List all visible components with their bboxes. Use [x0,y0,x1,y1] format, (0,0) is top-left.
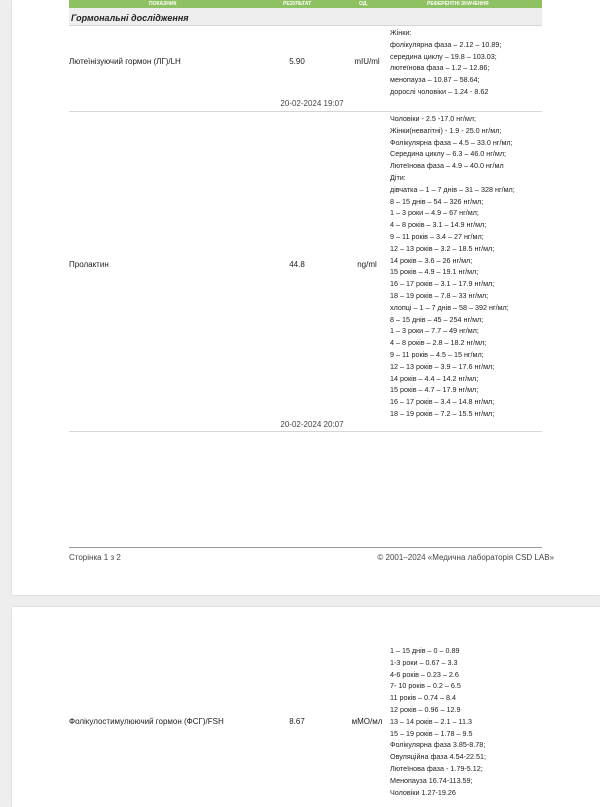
ref-line: 12 – 13 років – 3.9 – 17.6 нг/мл; [390,361,495,371]
test-result-fsh: 8.67 [289,717,305,726]
test-refs-prolactin [390,113,540,420]
ref-line: 4 – 8 років – 2.8 – 18.2 нг/мл; [390,338,487,348]
test-date-prolactin: 20-02-2024 20:07 [280,420,344,429]
test-result-lh: 5.90 [289,57,305,66]
ref-line: 18 – 19 років – 7.8 – 33 нг/мл; [390,290,489,300]
test-name-fsh: Фолікулостимулюючий гормон (ФСГ)/FSH [69,717,224,726]
ref-line: Фолікулярна фаза – 4.5 – 33.0 нг/мл; [390,137,513,147]
footer-divider [69,547,542,548]
ref-line: 15 – 19 років – 1.78 – 9.5 [390,728,473,738]
section-row [69,8,542,26]
ref-line: 16 – 17 років – 3.4 – 14.8 нг/мл; [390,397,495,407]
ref-line: хлопці – 1 – 7 днів – 58 – 392 нг/мл; [390,302,509,312]
ref-line: 1 – 3 роки – 7.7 – 49 нг/мл; [390,326,479,336]
test-name-lh: Лютеїнізуючий гормон (ЛГ)/LH [69,57,181,66]
test-result-prolactin: 44.8 [289,260,305,269]
ref-line: Овуляційна фаза 4.54-22.51; [390,752,486,762]
ref-line: 14 років – 3.6 – 26 нг/мл; [390,255,473,265]
test-date-lh: 20-02-2024 19:07 [280,99,344,108]
section-title: Гормональні дослідження [71,13,189,23]
test-unit-prolactin: ng/ml [357,260,377,269]
ref-line: 8 – 15 днів – 54 – 326 нг/мл; [390,196,484,206]
ref-line: лютеїнова фаза – 1.2 – 12.86; [390,63,490,73]
row-divider [69,431,542,432]
copyright: © 2001–2024 «Медична лабораторія CSD LAB» [377,553,554,562]
ref-line: 1 – 15 днів – 0 – 0.89 [390,646,460,655]
ref-line: Жінки: [390,28,412,37]
header-name: ПОКАЗНИК [149,1,177,7]
row-divider [69,111,542,112]
ref-line: 14 років – 4.4 – 14.2 нг/мл; [390,373,479,383]
ref-line: Менопауза 16.74-113.59; [390,775,473,785]
header-result: РЕЗУЛЬТАТ [283,1,312,7]
ref-line: 1 – 3 роки – 4.9 – 67 нг/мл; [390,208,479,218]
ref-line: дорослі чоловіки – 1.24 - 8.62 [390,86,489,96]
ref-line: менопауза – 10.87 – 58.64; [390,75,480,85]
ref-line: 4 – 8 років – 3.1 – 14.9 нг/мл; [390,220,487,230]
header-unit: ОД. [359,1,368,7]
page-number: Сторінка 1 з 2 [69,553,121,562]
ref-line: 13 – 14 років – 2.1 – 11.3 [390,716,472,726]
ref-line: 12 років – 0.96 – 12.9 [390,704,461,714]
ref-line: Лютеїнова фаза - 1.79-5.12; [390,763,483,773]
ref-line: 4-6 років – 0.23 – 2.6 [390,669,459,679]
report-page-2 [12,607,600,807]
ref-line: 15 років – 4.7 – 17.9 нг/мл; [390,385,479,395]
ref-line: 9 – 11 років – 3.4 – 27 нг/мл; [390,231,484,241]
ref-line: 12 – 13 років – 3.2 – 18.5 нг/мл; [390,243,495,253]
test-refs-lh [390,27,540,98]
ref-line: Діти: [390,172,406,182]
ref-line: 18 – 19 років – 7.2 – 15.5 нг/мл; [390,408,495,418]
test-unit-fsh: мМО/мл [351,717,383,726]
ref-line: Чоловіки - 2.5 -17.0 нг/мл; [390,114,476,123]
ref-line: 9 – 11 років – 4.5 – 15 нг/мл; [390,349,484,359]
report-page-1 [12,0,600,595]
ref-line: Чоловіки 1.27-19.26 [390,787,456,797]
ref-line: 15 років – 4.9 – 19.1 нг/мл; [390,267,479,277]
ref-line: Середина циклу – 6.3 – 46.0 нг/мл; [390,149,507,159]
ref-line: середина циклу – 19.8 – 103.03; [390,51,497,61]
ref-line: Лютеїнова фаза – 4.9 – 40.0 нг/мл [390,161,504,171]
ref-line: 11 років – 0.74 – 8.4 [390,693,456,703]
ref-line: Фолікулярна фаза 3.85-8.78; [390,740,486,750]
ref-line: Жінки(невагітні) - 1.9 - 25.0 нг/мл; [390,125,502,135]
header-refs: РЕФЕРЕНТНІ ЗНАЧЕННЯ [427,1,489,7]
test-refs-fsh [390,645,540,798]
table-header [69,0,542,8]
ref-line: 8 – 15 днів – 45 – 254 нг/мл; [390,314,484,324]
test-unit-lh: mIU/ml [354,57,380,66]
ref-line: фолікулярна фаза – 2.12 – 10.89; [390,39,502,49]
ref-line: 7- 10 років – 0.2 – 6.5 [390,681,461,691]
ref-line: 1-3 роки – 0.67 – 3.3 [390,657,458,667]
ref-line: дівчатка – 1 – 7 днів – 31 – 328 нг/мл; [390,184,515,194]
ref-line: 16 – 17 років – 3.1 – 17.9 нг/мл; [390,279,495,289]
test-name-prolactin: Пролактин [69,260,109,269]
